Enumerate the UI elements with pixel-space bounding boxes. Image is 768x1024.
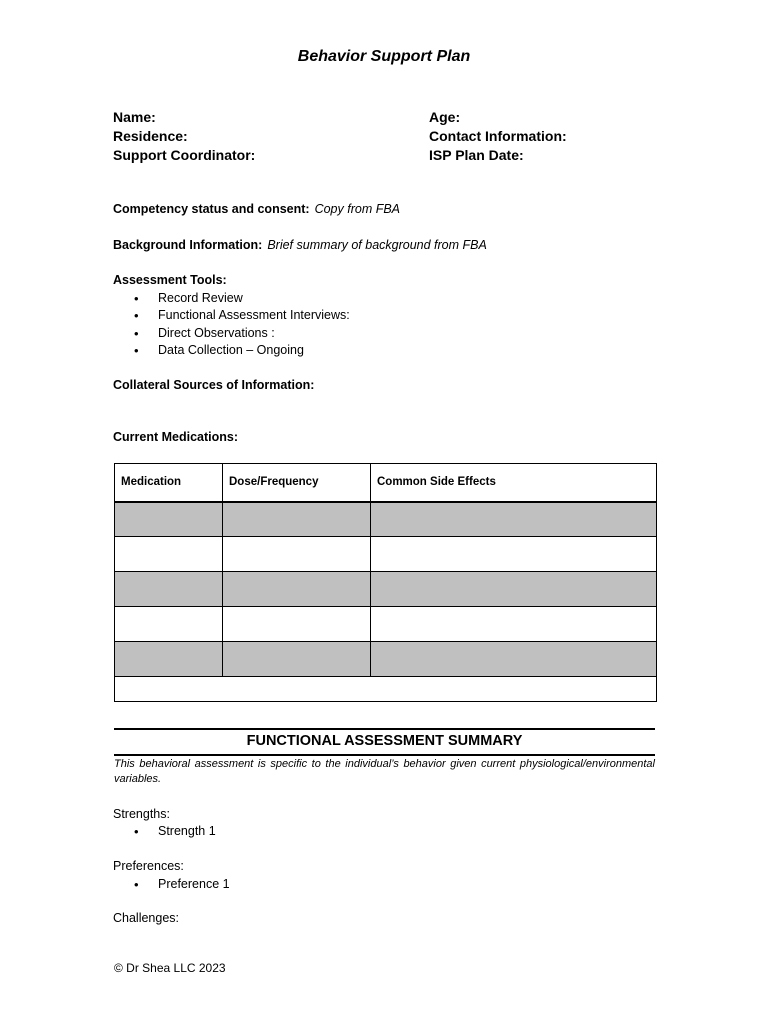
table-cell bbox=[223, 572, 371, 607]
name-label: Name: bbox=[113, 109, 156, 125]
table-cell bbox=[115, 502, 223, 537]
list-item: • Strength 1 bbox=[113, 823, 216, 840]
background-value: Brief summary of background from FBA bbox=[267, 238, 487, 252]
support-coordinator-label: Support Coordinator: bbox=[113, 147, 256, 163]
challenges-heading: Challenges: bbox=[113, 911, 180, 925]
strengths-heading: Strengths: bbox=[113, 807, 170, 821]
strengths-list bbox=[113, 823, 216, 840]
section-top-rule bbox=[114, 728, 655, 730]
copyright-footer: © Dr Shea LLC 2023 bbox=[114, 961, 226, 975]
section-bottom-rule bbox=[114, 754, 655, 756]
preferences-heading: Preferences: bbox=[113, 859, 184, 873]
current-medications-heading: Current Medications: bbox=[113, 430, 239, 444]
background-label: Background Information: bbox=[113, 238, 263, 252]
header-right-fields bbox=[429, 108, 567, 165]
table-cell bbox=[371, 572, 657, 607]
table-footer-row bbox=[115, 677, 657, 702]
table-cell bbox=[223, 502, 371, 537]
list-item: • Record Review bbox=[113, 290, 350, 307]
document-title: Behavior Support Plan bbox=[297, 48, 471, 65]
assessment-tools-list bbox=[113, 290, 350, 359]
contact-information-label: Contact Information: bbox=[429, 128, 567, 144]
table-cell bbox=[371, 607, 657, 642]
residence-label: Residence: bbox=[113, 128, 188, 144]
table-cell bbox=[223, 607, 371, 642]
age-label: Age: bbox=[429, 109, 461, 125]
table-cell bbox=[115, 572, 223, 607]
table-cell bbox=[115, 677, 657, 702]
table-cell bbox=[115, 642, 223, 677]
medications-table bbox=[114, 463, 657, 702]
assessment-tools-heading: Assessment Tools: bbox=[113, 273, 227, 287]
list-item: • Functional Assessment Interviews: bbox=[113, 307, 350, 324]
table-row bbox=[115, 572, 657, 607]
header-left-fields bbox=[113, 108, 255, 165]
functional-assessment-title: FUNCTIONAL ASSESSMENT SUMMARY bbox=[246, 733, 523, 749]
column-header-side-effects: Common Side Effects bbox=[371, 464, 657, 502]
table-header-row bbox=[115, 464, 657, 502]
list-item: • Preference 1 bbox=[113, 876, 230, 893]
column-header-dose-frequency: Dose/Frequency bbox=[223, 464, 371, 502]
table-cell bbox=[371, 537, 657, 572]
competency-label: Competency status and consent: bbox=[113, 202, 310, 216]
isp-plan-date-label: ISP Plan Date: bbox=[429, 147, 524, 163]
table-row bbox=[115, 607, 657, 642]
collateral-sources-heading: Collateral Sources of Information: bbox=[113, 378, 315, 392]
competency-line bbox=[113, 202, 400, 216]
competency-value: Copy from FBA bbox=[314, 202, 401, 216]
table-cell bbox=[115, 607, 223, 642]
preferences-list bbox=[113, 876, 230, 893]
column-header-medication: Medication bbox=[115, 464, 223, 502]
background-line bbox=[113, 238, 487, 252]
functional-assessment-description: This behavioral assessment is specific to the individual’s behavior given current physiological/environmental variables. bbox=[114, 758, 655, 785]
table-cell bbox=[371, 502, 657, 537]
table-cell bbox=[371, 642, 657, 677]
table-cell bbox=[223, 537, 371, 572]
list-item: • Direct Observations : bbox=[113, 325, 350, 342]
table-cell bbox=[223, 642, 371, 677]
table-cell bbox=[115, 537, 223, 572]
table-row bbox=[115, 537, 657, 572]
table-row bbox=[115, 502, 657, 537]
table-row bbox=[115, 642, 657, 677]
list-item: • Data Collection – Ongoing bbox=[113, 342, 350, 359]
